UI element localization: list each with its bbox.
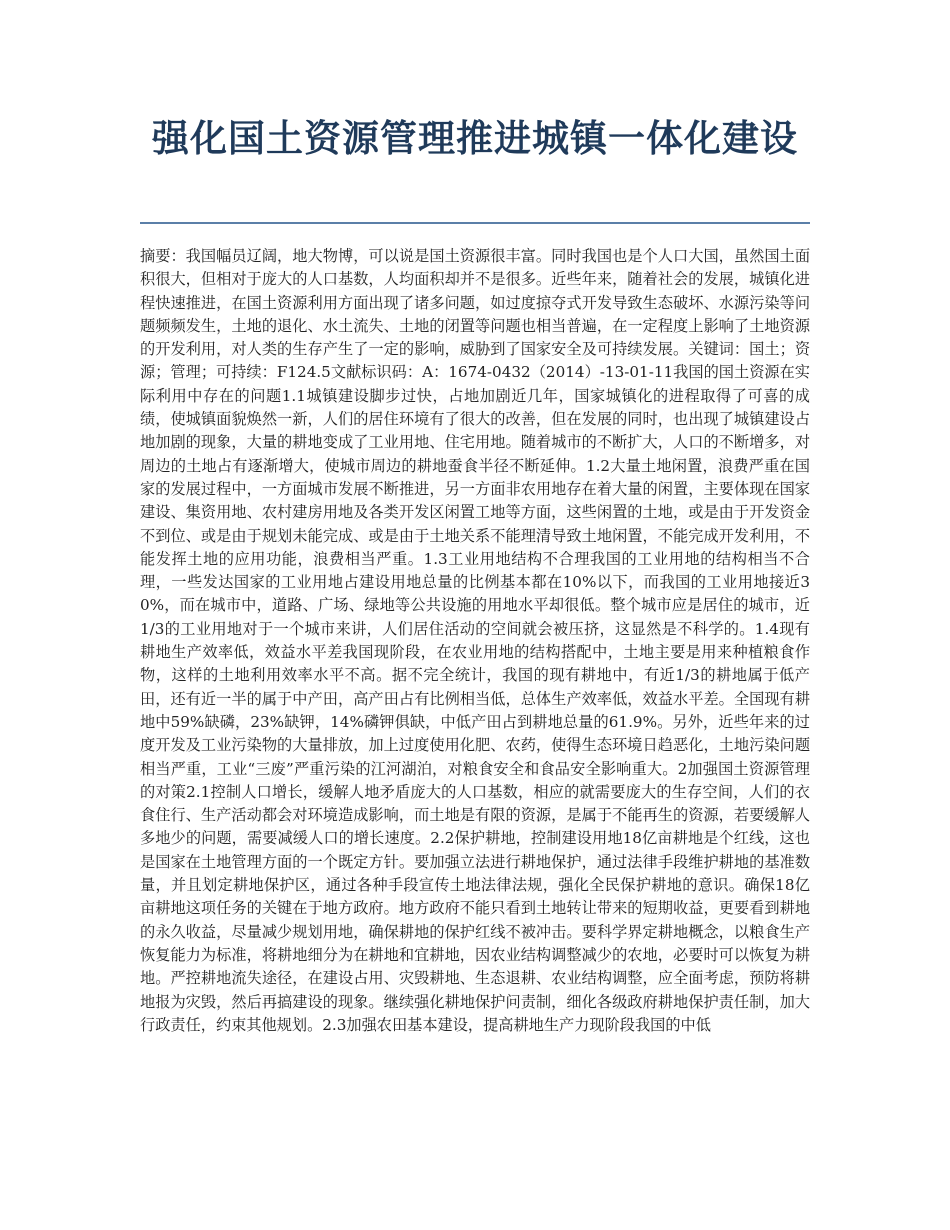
document-body: 摘要：我国幅员辽阔，地大物博，可以说是国土资源很丰富。同时我国也是个人口大国，虽然国土面积很大，但相对于庞大的人口基数，人均面积却并不是很多。近些年来，随着社会的发展，城镇化进程快速推进，在国土资源利用方面出现了诸多问题，如过度掠夺式开发导致生态破坏、水源污染等问题频频发生，土地的退化、水土流失、土地的闭置等问题也相当普遍，在一定程度上影响了土地资源的开发利用，对人类的生存产生了一定的影响，威胁到了国家安全及可持续发展。关键词：国土；资源；管理；可持续：F124.5文献标识码：A：1674-0432（2014）-13-01-11我国的国土资源在实际利用中存在的问题1.1城镇建设脚步过快，占地加剧近几年，国家城镇化的进程取得了可喜的成绩，使城镇面貌焕然一新，人们的居住环境有了很大的改善，但在发展的同时，也出现了城镇建设占地加剧的现象，大量的耕地变成了工业用地、住宅用地。随着城市的不断扩大，人口的不断增多，对周边的土地占有逐渐增大，使城市周边的耕地蚕食半径不断延伸。1.2大量土地闲置，浪费严重在国家的发展过程中，一方面城市发展不断推进，另一方面非农用地存在着大量的闲置，主要体现在国家建设、集资用地、农村建房用地及各类开发区闲置工地等方面，这些闲置的土地，或是由于开发资金不到位、或是由于规划未能完成、或是由于土地关系不能理清导致土地闲置，不能完成开发利用，不能发挥土地的应用功能，浪费相当严重。1.3工业用地结构不合理我国的工业用地的结构相当不合理，一些发达国家的工业用地占建设用地总量的比例基本都在10%以下，而我国的工业用地接近30%，而在城市中，道路、广场、绿地等公共设施的用地水平却很低。整个城市应是居住的城市，近1/3的工业用地对于一个城市来讲，人们居住活动的空间就会被压挤，这显然是不科学的。1.4现有耕地生产效率低，效益水平差我国现阶段，在农业用地的结构搭配中，土地主要是用来种植粮食作物，这样的土地利用效率水平不高。据不完全统计，我国的现有耕地中，有近1/3的耕地属于低产田，还有近一半的属于中产田，高产田占有比例相当低，总体生产效率低，效益水平差。全国现有耕地中59%缺磷，23%缺钾，14%磷钾俱缺，中低产田占到耕地总量的61.9%。另外，近些年来的过度开发及工业污染物的大量排放，加上过度使用化肥、农药，使得生态环境日趋恶化，土地污染问题相当严重，工业“三废”严重污染的江河湖泊，对粮食安全和食品安全影响重大。2加强国土资源管理的对策2.1控制人口增长，缓解人地矛盾庞大的人口基数，相应的就需要庞大的生存空间，人们的衣食住行、生产活动都会对环境造成影响，而土地是有限的资源，是属于不能再生的资源，若要缓解人多地少的问题，需要减缓人口的增长速度。2.2保护耕地，控制建设用地18亿亩耕地是个红线，这也是国家在土地管理方面的一个既定方针。要加强立法进行耕地保护，通过法律手段维护耕地的基准数量，并且划定耕地保护区，通过各种手段宣传土地法律法规，强化全民保护耕地的意识。确保18亿亩耕地这项任务的关键在于地方政府。地方政府不能只看到土地转让带来的短期收益，更要看到耕地的永久收益，尽量减少规划用地，确保耕地的保护红线不被冲击。要科学界定耕地概念，以粮食生产恢复能力为标准，将耕地细分为在耕地和宜耕地，因农业结构调整减少的农地，必要时可以恢复为耕地。严控耕地流失途径，在建设占用、灾毁耕地、生态退耕、农业结构调整，应全面考虑，预防将耕地报为灾毁，然后再搞建设的现象。继续强化耕地保护问责制，细化各级政府耕地保护责任制，加大行政责任，约束其他规划。2.3加强农田基本建设，提高耕地生产力现阶段我国的中低 (140, 247, 810, 1034)
title-divider (140, 222, 810, 224)
document-title: 强化国土资源管理推进城镇一体化建设 (152, 117, 798, 160)
